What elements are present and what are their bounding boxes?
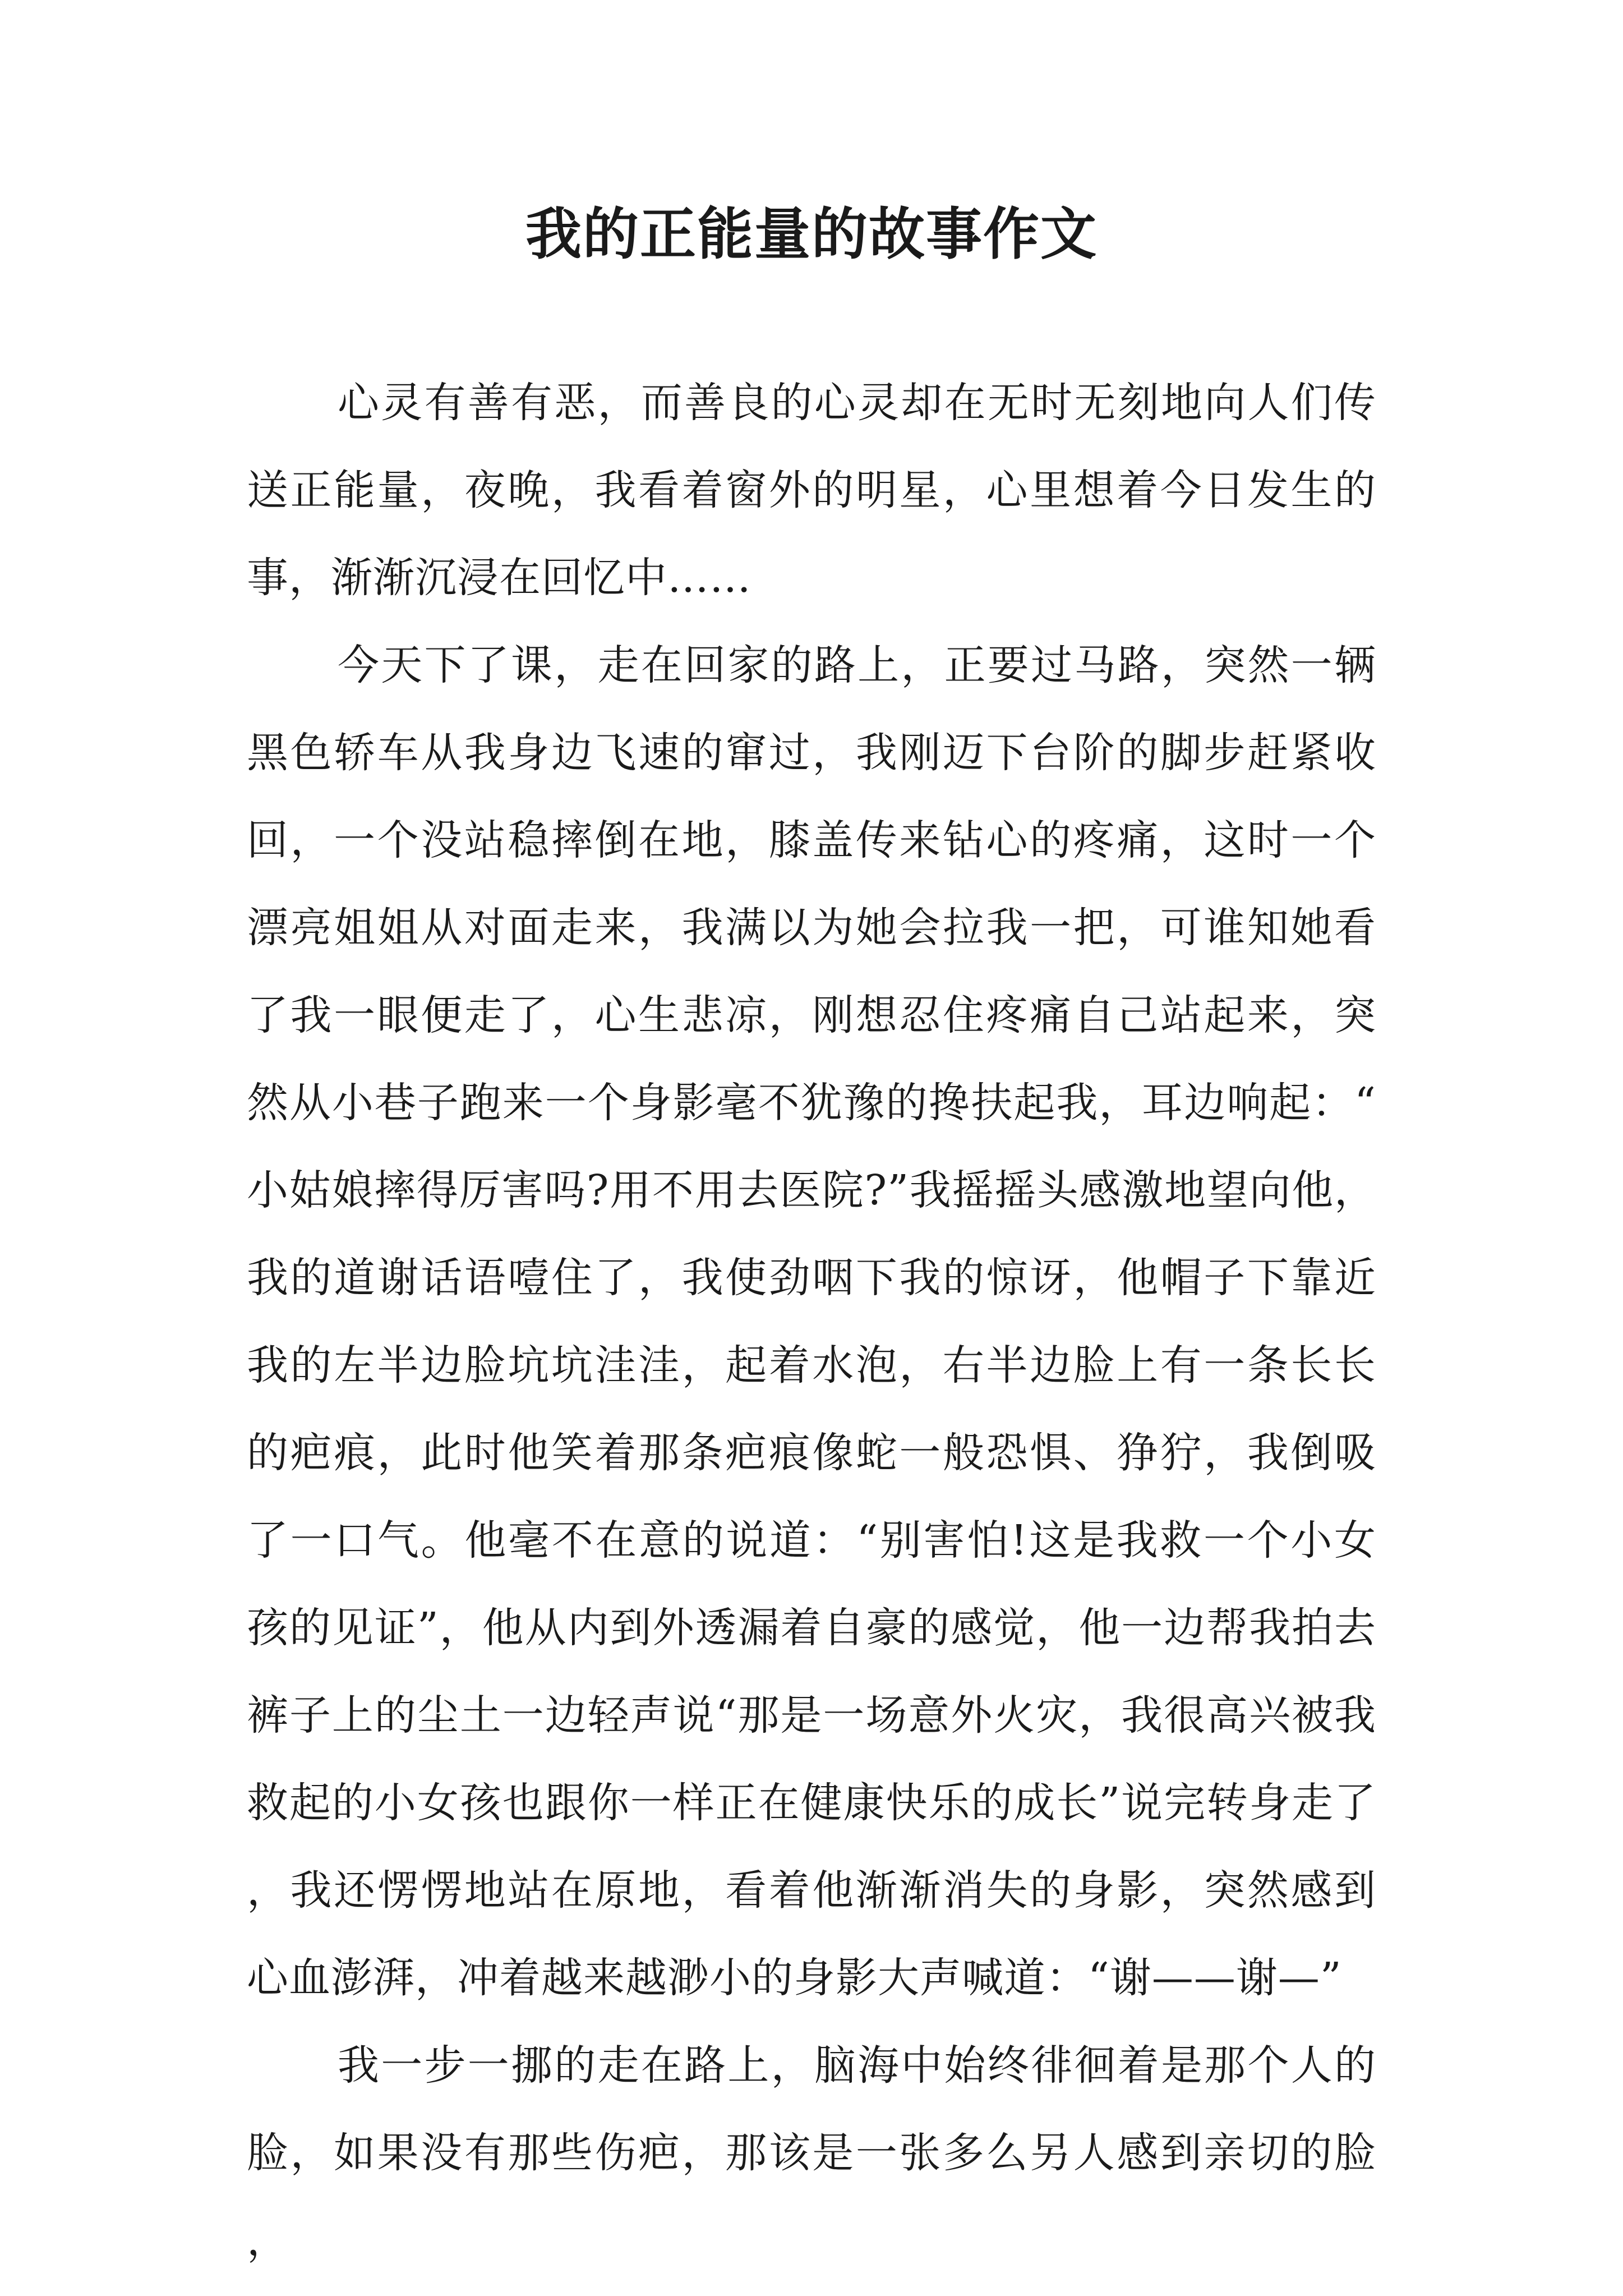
paragraph-2: 今天下了课，走在回家的路上，正要过马路，突然一辆黑色轿车从我身边飞速的窜过，我刚迈下台阶的脚步赶紧收回，一个没站稳摔倒在地，膝盖传来钻心的疼痛，这时一个漂亮姐姐从对面走来，我满以为她会拉我一把，可谁知她看了我一眼便走了，心生悲凉，刚想忍住疼痛自己站起来，突然从小巷子跑来一个身影毫不犹豫的搀扶起我，耳边响起：“小姑娘摔得厉害吗?用不用去医院?”我摇摇头感激地望向他，我的道谢话语噎住了，我使劲咽下我的惊讶，他帽子下靠近我的左半边脸坑坑洼洼，起着水泡，右半边脸上有一条长长的疤痕，此时他笑着那条疤痕像蛇一般恐惧、狰狞，我倒吸了一口气。他毫不在意的说道：“别害怕!这是我救一个小女孩的见证”，他从内到外透漏着自豪的感觉，他一边帮我拍去裤子上的尘土一边轻声说“那是一场意外火灾，我很高兴被我救起的小女孩也跟你一样正在健康快乐的成长”说完转身走了，我还愣愣地站在原地，看着他渐渐消失的身影，突然感到心血澎湃，冲着越来越渺小的身影大声喊道：“谢——谢—”	[247, 641, 1376, 2002]
paragraph-3: 我一步一挪的走在路上，脑海中始终徘徊着是那个人的脸，如果没有那些伤疤，那该是一张多么另人感到亲切的脸，	[247, 2041, 1376, 2265]
document-body	[247, 359, 1376, 2284]
document-title: 我的正能量的故事作文	[525, 201, 1098, 267]
paragraph-1: 心灵有善有恶，而善良的心灵却在无时无刻地向人们传送正能量，夜晚，我看着窗外的明星，心里想着今日发生的事，渐渐沉浸在回忆中……	[247, 379, 1376, 602]
